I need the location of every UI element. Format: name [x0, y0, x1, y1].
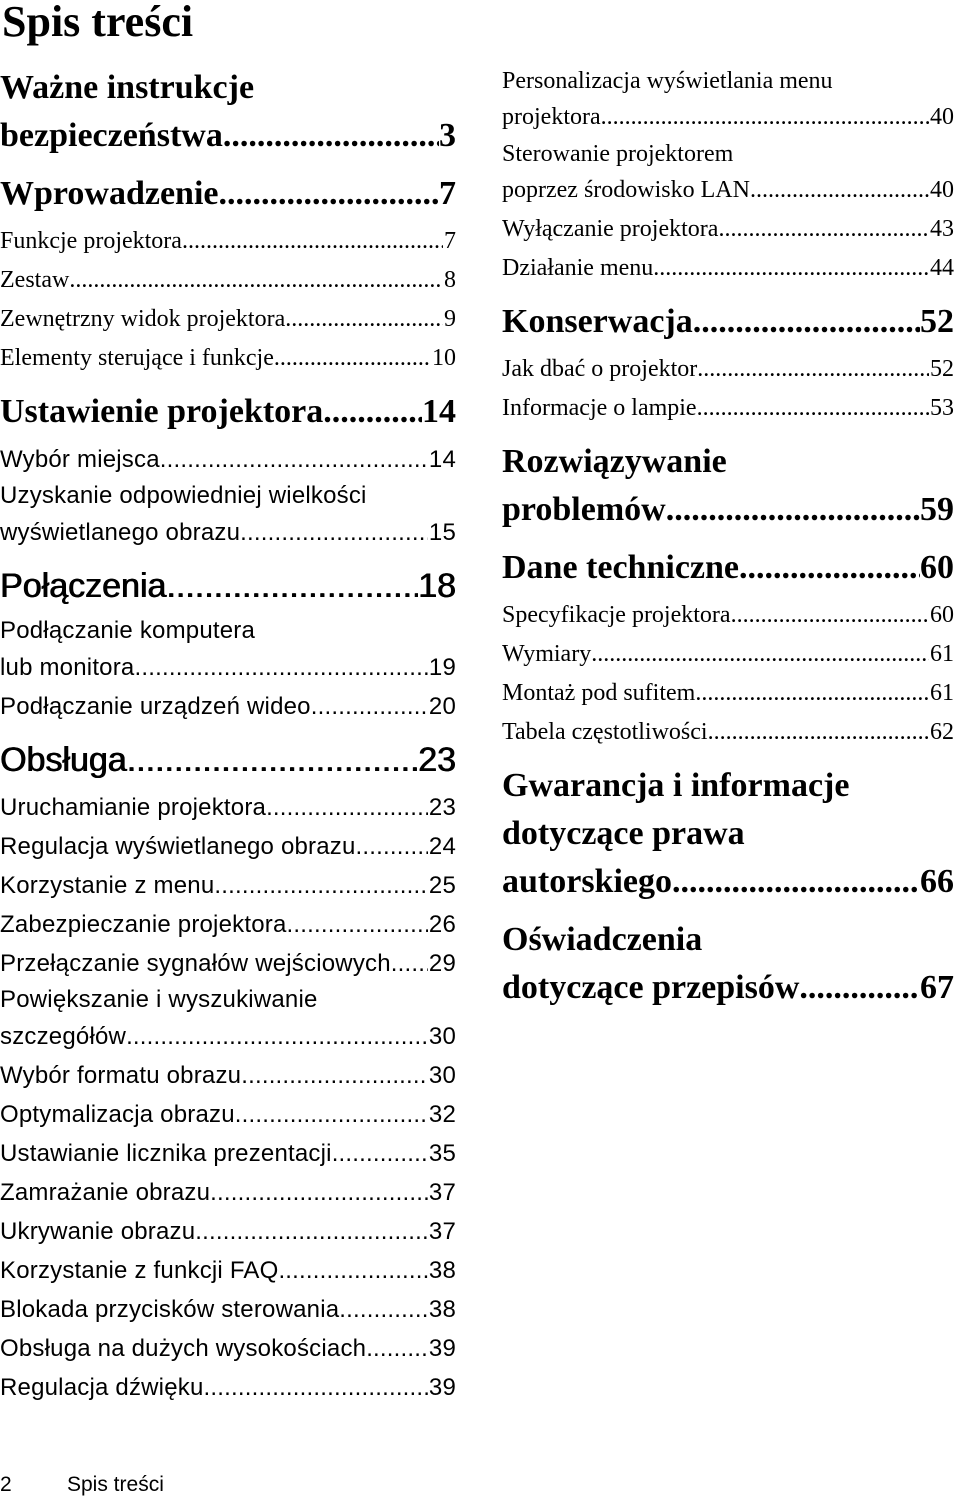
toc-section-entry[interactable] — [0, 562, 456, 610]
toc-entry-title: Zewnętrzny widok projektora — [0, 306, 286, 332]
toc-page-number: 40 — [930, 177, 954, 203]
toc-entry-title: Obsługa na dużych wysokościach — [0, 1335, 367, 1362]
toc-entry-title: szczegółów — [0, 1023, 127, 1050]
toc-dot-leader — [731, 596, 929, 635]
toc-dot-leader — [210, 1173, 428, 1212]
toc-section-entry[interactable] — [502, 762, 954, 906]
toc-dot-leader — [266, 788, 428, 827]
toc-entry-title: Ważne instrukcje — [0, 69, 255, 106]
toc-dot-leader — [166, 562, 418, 610]
toc-page-number: 8 — [444, 267, 456, 293]
toc-entry-title: Jak dbać o projektor — [502, 356, 698, 382]
toc-entry-title: Gwarancja i informacje — [502, 767, 850, 804]
toc-entry-title: dotyczące przepisów — [502, 969, 800, 1006]
toc-entry-title: Ustawienie projektora — [0, 393, 324, 430]
toc-entry-title: lub monitora — [0, 654, 135, 681]
toc-dot-leader — [339, 1290, 428, 1329]
toc-page-number: 3 — [439, 117, 456, 154]
toc-subsection-entry[interactable] — [0, 1173, 456, 1212]
toc-dot-leader — [204, 1368, 428, 1407]
toc-entry-title: Uruchamianie projektora — [0, 794, 267, 821]
toc-page-number: 38 — [428, 1296, 456, 1323]
toc-page-number: 60 — [930, 602, 954, 628]
toc-page-number: 9 — [444, 306, 456, 332]
toc-right-column — [502, 64, 954, 1016]
toc-page-number: 59 — [920, 491, 954, 528]
toc-page-number: 37 — [428, 1218, 456, 1245]
toc-subsection-entry[interactable] — [502, 674, 954, 713]
toc-dot-leader — [195, 1212, 428, 1251]
toc-subsection-entry[interactable] — [0, 222, 456, 261]
toc-entry-title: autorskiego — [502, 863, 672, 900]
toc-dot-leader — [223, 112, 439, 160]
toc-entry-title: Dane techniczne — [502, 549, 740, 586]
toc-dot-leader — [311, 687, 428, 726]
toc-subsection-entry[interactable] — [0, 1095, 456, 1134]
toc-page-number: 14 — [422, 393, 456, 430]
toc-subsection-entry[interactable] — [502, 596, 954, 635]
toc-left-column — [0, 64, 456, 1407]
toc-section-entry[interactable] — [502, 544, 954, 592]
toc-entry-title: Podłączanie urządzeń wideo — [0, 693, 311, 720]
toc-section-entry[interactable] — [0, 170, 456, 218]
toc-page-number: 23 — [428, 794, 456, 821]
toc-dot-leader — [278, 1251, 427, 1290]
toc-page-number: 53 — [930, 395, 954, 421]
toc-entry-title: problemów — [502, 491, 666, 528]
toc-entry-title: Zabezpieczanie projektora — [0, 911, 287, 938]
toc-dot-leader — [241, 1056, 428, 1095]
toc-section-entry[interactable] — [502, 298, 954, 346]
toc-dot-leader — [697, 350, 929, 389]
toc-dot-leader — [391, 944, 428, 983]
toc-page-number: 35 — [428, 1140, 456, 1167]
toc-subsection-entry[interactable] — [0, 261, 456, 300]
toc-dot-leader — [182, 222, 443, 261]
toc-dot-leader — [739, 544, 920, 592]
toc-subsection-entry[interactable] — [0, 983, 456, 1056]
toc-subsection-entry[interactable] — [0, 1251, 456, 1290]
toc-page-number: 66 — [920, 863, 954, 900]
toc-entry-title: Sterowanie projektorem — [502, 141, 734, 167]
toc-entry-title: Korzystanie z funkcji FAQ — [0, 1257, 279, 1284]
toc-entry-title: bezpieczeństwa — [0, 117, 223, 154]
toc-dot-leader — [235, 1095, 428, 1134]
toc-page-number: 43 — [930, 216, 954, 242]
toc-entry-title: Regulacja wyświetlanego obrazu — [0, 833, 356, 860]
toc-subsection-entry[interactable] — [0, 614, 456, 687]
toc-dot-leader — [240, 513, 428, 552]
toc-subsection-entry[interactable] — [0, 1368, 456, 1407]
toc-subsection-entry[interactable] — [0, 1290, 456, 1329]
toc-subsection-entry[interactable] — [502, 249, 954, 288]
toc-subsection-entry[interactable] — [0, 788, 456, 827]
toc-page-number: 20 — [428, 693, 456, 720]
toc-subsection-entry[interactable] — [0, 1329, 456, 1368]
toc-subsection-entry[interactable] — [502, 635, 954, 674]
toc-dot-leader — [160, 440, 428, 479]
toc-page-number: 39 — [428, 1374, 456, 1401]
toc-entry-title: Zestaw — [0, 267, 70, 293]
toc-dot-leader — [799, 964, 920, 1012]
toc-subsection-entry[interactable] — [502, 389, 954, 428]
toc-dot-leader — [695, 674, 929, 713]
toc-entry-title: projektora — [502, 104, 601, 130]
toc-dot-leader — [126, 1017, 428, 1056]
toc-entry-title: Podłączanie komputera — [0, 617, 256, 644]
toc-entry-title: wyświetlanego obrazu — [0, 519, 241, 546]
toc-subsection-entry[interactable] — [502, 137, 954, 210]
toc-entry-title: Informacje o lampie — [502, 395, 697, 421]
toc-page-number: 61 — [930, 680, 954, 706]
toc-subsection-entry[interactable] — [0, 440, 456, 479]
toc-page-number: 30 — [428, 1023, 456, 1050]
toc-entry-title: Funkcje projektora — [0, 228, 182, 254]
toc-entry-title: Wprowadzenie — [0, 175, 219, 212]
toc-section-entry[interactable] — [502, 916, 954, 1012]
toc-page-number: 18 — [418, 567, 456, 605]
toc-subsection-entry[interactable] — [0, 479, 456, 552]
toc-subsection-entry[interactable] — [502, 350, 954, 389]
toc-dot-leader — [332, 1134, 428, 1173]
toc-page-number: 61 — [930, 641, 954, 667]
toc-entry-title: Powiększanie i wyszukiwanie — [0, 986, 318, 1013]
toc-dot-leader — [323, 388, 422, 436]
toc-dot-leader — [287, 905, 428, 944]
toc-page-number: 7 — [444, 228, 456, 254]
toc-page-number: 30 — [428, 1062, 456, 1089]
toc-entry-title: Regulacja dźwięku — [0, 1374, 204, 1401]
page-title: Spis treści — [2, 0, 194, 46]
toc-subsection-entry[interactable] — [0, 339, 456, 378]
toc-entry-title: Montaż pod sufitem — [502, 680, 696, 706]
toc-page-number: 7 — [439, 175, 456, 212]
toc-entry-title: poprzez środowisko LAN — [502, 177, 750, 203]
toc-subsection-entry[interactable] — [0, 827, 456, 866]
toc-page-number: 62 — [930, 719, 954, 745]
toc-entry-title: Przełączanie sygnałów wejściowych — [0, 950, 391, 977]
toc-entry-title: Konserwacja — [502, 303, 693, 340]
toc-entry-title: Uzyskanie odpowiedniej wielkości — [0, 482, 367, 509]
footer-page-number: 2 — [0, 1473, 12, 1496]
toc-dot-leader — [672, 858, 920, 906]
toc-dot-leader — [708, 713, 929, 752]
toc-page-number: 24 — [428, 833, 456, 860]
toc-subsection-entry[interactable] — [0, 944, 456, 983]
toc-page-number: 52 — [920, 303, 954, 340]
toc-page-number: 26 — [428, 911, 456, 938]
toc-dot-leader — [366, 1329, 428, 1368]
toc-dot-leader — [601, 98, 929, 137]
toc-section-entry[interactable] — [0, 388, 456, 436]
page-footer — [0, 1471, 164, 1499]
toc-dot-leader — [274, 339, 431, 378]
toc-section-entry[interactable] — [502, 438, 954, 534]
toc-dot-leader — [693, 298, 920, 346]
toc-page-number: 38 — [428, 1257, 456, 1284]
toc-section-entry[interactable] — [0, 736, 456, 784]
toc-entry-title: Wyłączanie projektora — [502, 216, 719, 242]
toc-dot-leader — [718, 210, 929, 249]
toc-subsection-entry[interactable] — [0, 300, 456, 339]
toc-dot-leader — [750, 171, 929, 210]
toc-entry-title: Blokada przycisków sterowania — [0, 1296, 340, 1323]
toc-entry-title: Specyfikacje projektora — [502, 602, 731, 628]
toc-subsection-entry[interactable] — [0, 687, 456, 726]
toc-page-number: 40 — [930, 104, 954, 130]
toc-page-number: 10 — [432, 345, 456, 371]
toc-entry-title: Połączenia — [0, 567, 167, 605]
toc-page-number: 52 — [930, 356, 954, 382]
toc-dot-leader — [356, 827, 428, 866]
toc-dot-leader — [214, 866, 428, 905]
toc-dot-leader — [666, 486, 920, 534]
toc-page-number: 44 — [930, 255, 954, 281]
toc-entry-title: Działanie menu — [502, 255, 654, 281]
toc-subsection-entry[interactable] — [502, 64, 954, 137]
toc-section-entry[interactable] — [0, 64, 456, 160]
toc-dot-leader — [134, 648, 427, 687]
toc-page-number: 23 — [418, 741, 456, 779]
toc-subsection-entry[interactable] — [0, 1134, 456, 1173]
toc-entry-title: Tabela częstotliwości — [502, 719, 708, 745]
toc-dot-leader — [697, 389, 929, 428]
toc-entry-title: Korzystanie z menu — [0, 872, 215, 899]
toc-dot-leader — [653, 249, 929, 288]
toc-entry-title: Obsługa — [0, 741, 127, 779]
toc-page-number: 19 — [428, 654, 456, 681]
toc-dot-leader — [591, 635, 929, 674]
toc-entry-title: Personalizacja wyświetlania menu — [502, 68, 833, 94]
toc-entry-title: Optymalizacja obrazu — [0, 1101, 235, 1128]
toc-page-number: 67 — [920, 969, 954, 1006]
toc-page-number: 39 — [428, 1335, 456, 1362]
toc-entry-title: Ukrywanie obrazu — [0, 1218, 196, 1245]
toc-subsection-entry[interactable] — [502, 713, 954, 752]
toc-page-number: 15 — [428, 519, 456, 546]
toc-entry-title: dotyczące prawa — [502, 815, 745, 852]
toc-dot-leader — [127, 736, 419, 784]
toc-page-number: 29 — [428, 950, 456, 977]
toc-entry-title: Rozwiązywanie — [502, 443, 727, 480]
toc-dot-leader — [69, 261, 443, 300]
toc-page-number: 14 — [428, 446, 456, 473]
toc-entry-title: Wymiary — [502, 641, 592, 667]
toc-subsection-entry[interactable] — [0, 1212, 456, 1251]
toc-subsection-entry[interactable] — [502, 210, 954, 249]
toc-entry-title: Oświadczenia — [502, 921, 703, 958]
toc-entry-title: Wybór miejsca — [0, 446, 160, 473]
toc-entry-title: Elementy sterujące i funkcje — [0, 345, 274, 371]
toc-entry-title: Zamrażanie obrazu — [0, 1179, 211, 1206]
toc-page-number: 60 — [920, 549, 954, 586]
toc-page-number: 32 — [428, 1101, 456, 1128]
toc-entry-title: Ustawianie licznika prezentacji — [0, 1140, 332, 1167]
toc-subsection-entry[interactable] — [0, 866, 456, 905]
toc-page-number: 37 — [428, 1179, 456, 1206]
toc-entry-title: Wybór formatu obrazu — [0, 1062, 242, 1089]
toc-subsection-entry[interactable] — [0, 1056, 456, 1095]
footer-section-name: Spis treści — [67, 1473, 164, 1496]
toc-page-number: 25 — [428, 872, 456, 899]
toc-dot-leader — [285, 300, 443, 339]
toc-dot-leader — [218, 170, 439, 218]
toc-subsection-entry[interactable] — [0, 905, 456, 944]
